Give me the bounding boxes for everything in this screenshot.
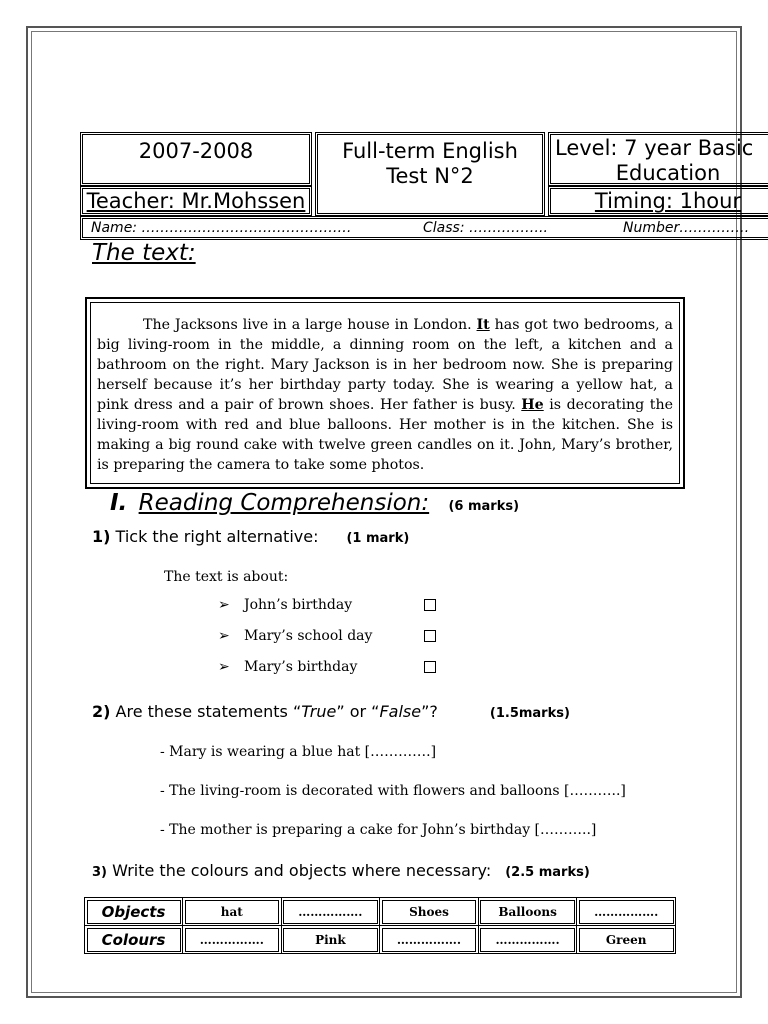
object-cell: Shoes xyxy=(380,898,479,926)
q1-number: 1) xyxy=(92,527,111,546)
text-heading: The text: xyxy=(92,240,196,266)
q1-option-2-label: Mary’s school day xyxy=(244,628,373,644)
colours-objects-table xyxy=(84,897,676,954)
q2-prompt-c: ”? xyxy=(421,702,438,721)
colour-cell[interactable]: ……………. xyxy=(380,926,479,954)
section-number: I. xyxy=(110,490,128,516)
q3-marks: (2.5 marks) xyxy=(505,865,590,880)
q1-option-1-label: John’s birthday xyxy=(244,597,353,613)
level xyxy=(548,132,768,186)
question-2 xyxy=(92,702,570,721)
question-1 xyxy=(92,527,409,546)
test-title xyxy=(315,132,545,216)
test-title-line2: Test N°2 xyxy=(386,164,474,188)
q1-option-2-checkbox[interactable] xyxy=(424,630,436,642)
colours-row xyxy=(85,926,676,954)
colour-cell[interactable]: ……………. xyxy=(183,926,282,954)
test-title-line1: Full-term English xyxy=(342,139,518,163)
q2-statement-3[interactable]: - The mother is preparing a cake for John’s birthday [………..] xyxy=(160,822,597,838)
reading-passage xyxy=(85,297,685,489)
q1-prompt: Tick the right alternative: xyxy=(110,527,319,546)
q2-statement-1[interactable]: - Mary is wearing a blue hat [………….] xyxy=(160,744,437,760)
objects-header: Objects xyxy=(85,898,183,926)
q2-number: 2) xyxy=(92,702,111,721)
object-cell: hat xyxy=(183,898,282,926)
section-reading-comprehension xyxy=(110,490,519,516)
q2-prompt-b: ” or “ xyxy=(336,702,380,721)
q2-marks: (1.5marks) xyxy=(489,706,570,721)
school-year: 2007-2008 xyxy=(80,132,312,186)
q1-option-2 xyxy=(218,628,372,644)
q1-option-3 xyxy=(218,659,357,675)
level-line2: Education xyxy=(615,161,721,185)
colour-cell: Green xyxy=(577,926,676,954)
question-3 xyxy=(92,861,590,880)
name-field[interactable]: Name: ……………………………………… xyxy=(91,220,352,236)
timing-label: Timing: 1hour xyxy=(594,189,742,213)
timing xyxy=(548,186,768,216)
passage-ref-it: It xyxy=(476,317,490,333)
object-cell[interactable]: ……………. xyxy=(577,898,676,926)
colour-cell[interactable]: ……………. xyxy=(478,926,577,954)
section-title: Reading Comprehension: xyxy=(138,490,430,516)
section-marks: (6 marks) xyxy=(448,499,520,514)
arrow-bullet-icon: ➢ xyxy=(218,628,230,644)
q1-option-3-checkbox[interactable] xyxy=(424,661,436,673)
level-line1: Level: 7 year Basic xyxy=(555,136,754,160)
objects-row xyxy=(85,898,676,926)
passage-body xyxy=(90,302,680,484)
arrow-bullet-icon: ➢ xyxy=(218,659,230,675)
q3-prompt: Write the colours and objects where necessary: xyxy=(107,861,492,880)
passage-ref-he: He xyxy=(521,397,544,413)
colour-cell: Pink xyxy=(281,926,380,954)
q1-option-1-checkbox[interactable] xyxy=(424,599,436,611)
object-cell[interactable]: ……………. xyxy=(281,898,380,926)
q2-prompt-a: Are these statements “ xyxy=(110,702,302,721)
student-info-line xyxy=(80,216,768,240)
q3-number: 3) xyxy=(92,865,107,880)
object-cell: Balloons xyxy=(478,898,577,926)
number-field[interactable]: Number…………… xyxy=(623,220,750,236)
teacher-label: Teacher: Mr.Mohssen xyxy=(86,189,306,213)
q2-statement-2[interactable]: - The living-room is decorated with flowers and balloons [………..] xyxy=(160,783,626,799)
passage-part3: is decorating the living-room with red and blue balloons. Her mother is in the kitchen. She is making a big round cake with twelve green candles on it. John, Mary’s brother, is preparing the camera to take some photos. xyxy=(97,397,673,473)
q1-marks: (1 mark) xyxy=(346,531,410,546)
passage-part1: The Jacksons live in a large house in London. xyxy=(143,317,477,333)
colours-header: Colours xyxy=(85,926,183,954)
teacher xyxy=(80,186,312,216)
class-field[interactable]: Class: …………….. xyxy=(423,220,548,236)
q1-option-3-label: Mary’s birthday xyxy=(244,659,358,675)
arrow-bullet-icon: ➢ xyxy=(218,597,230,613)
passage-part2: has got two bedrooms, a big living-room in the middle, a dinning room on the left, a kitchen and a bathroom on the right. Mary Jackson is in her bedroom now. She is preparing herself because it’s her birthday party today. She is wearing a yellow hat, a pink dress and a pair of brown shoes. Her father is busy. xyxy=(97,317,673,413)
q2-true-word: True xyxy=(301,702,337,721)
q1-option-1 xyxy=(218,597,352,613)
q2-false-word: False xyxy=(379,702,422,721)
q1-stem: The text is about: xyxy=(164,569,289,585)
